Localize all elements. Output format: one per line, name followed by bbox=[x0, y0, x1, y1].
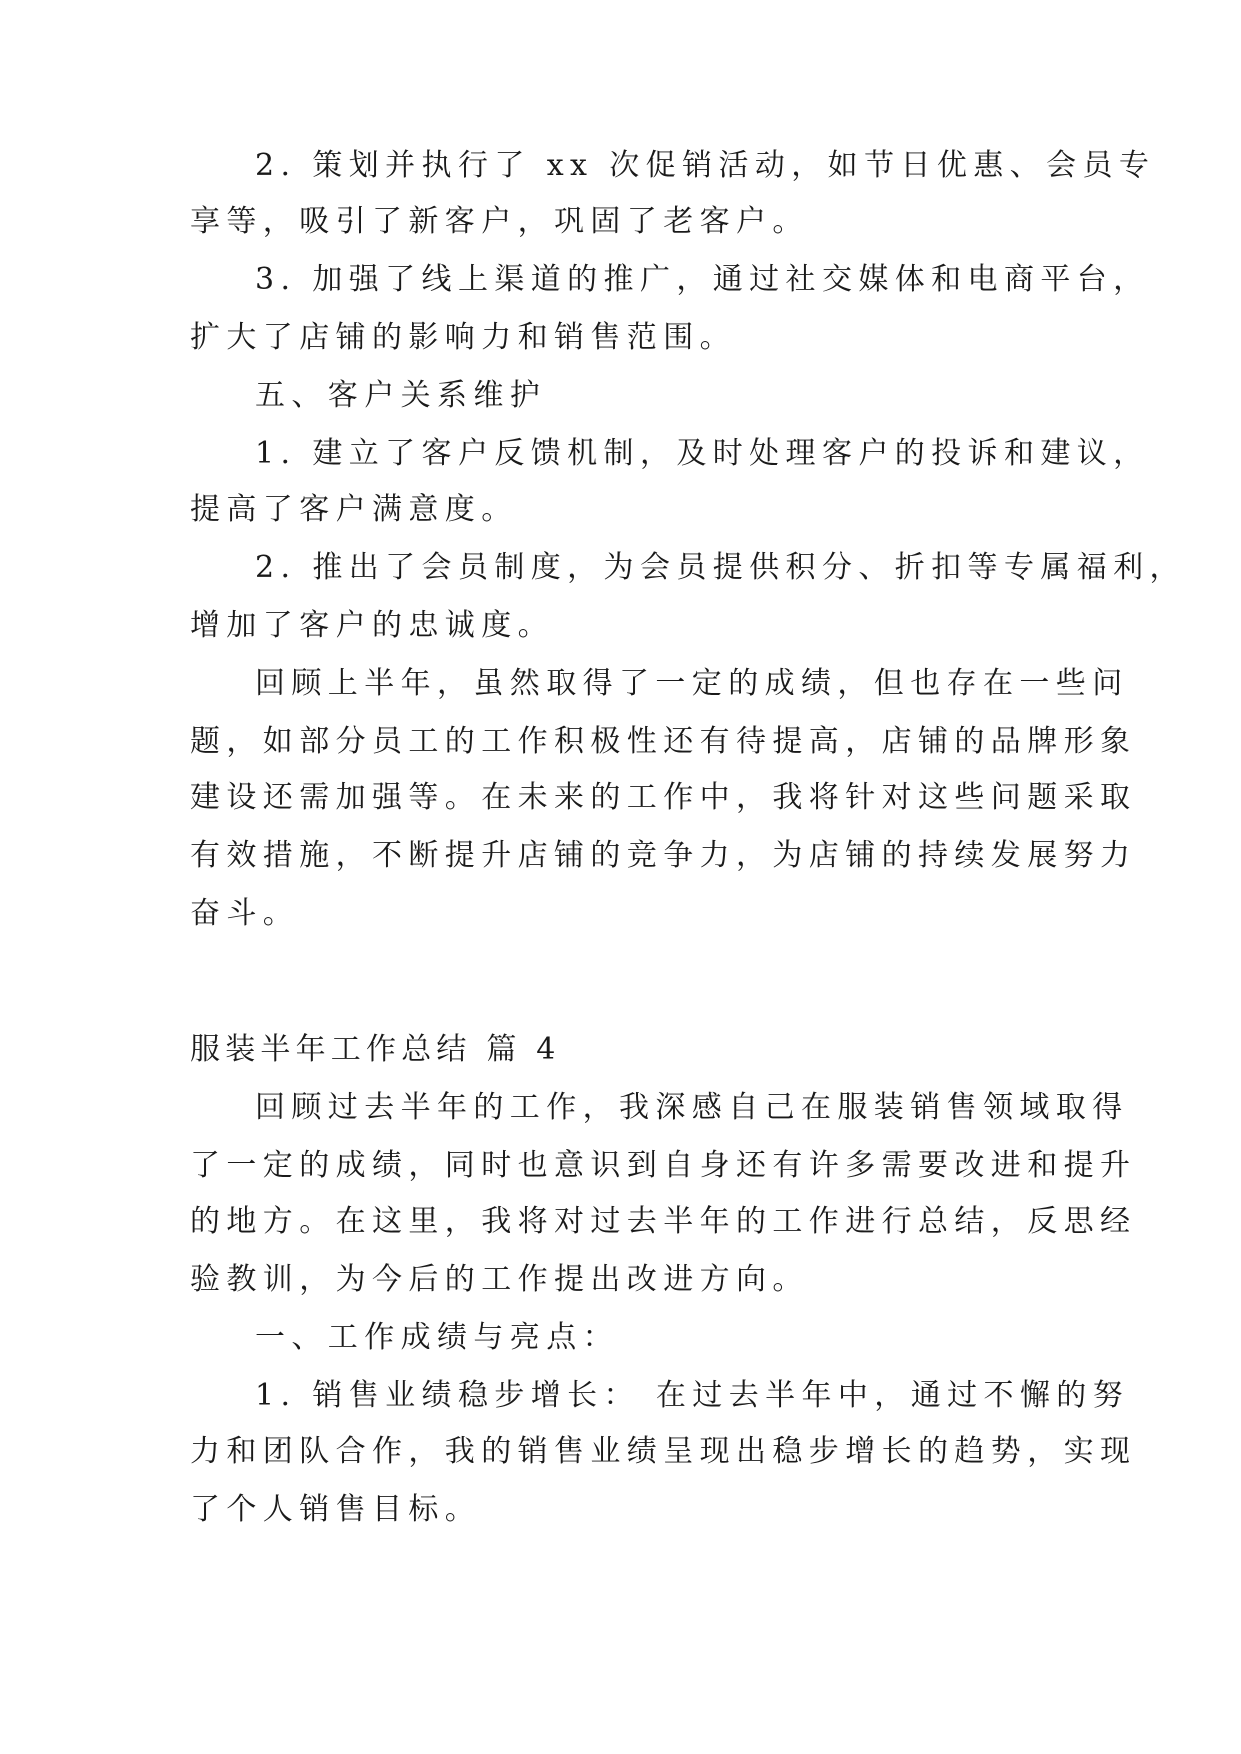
paragraph-line: 2. 推出了会员制度，为会员提供积分、折扣等专属福利， bbox=[255, 550, 1186, 585]
paragraph-line: 的地方。在这里，我将对过去半年的工作进行总结，反思经 bbox=[190, 1204, 1137, 1239]
paragraph-line: 1. 建立了客户反馈机制，及时处理客户的投诉和建议， bbox=[255, 436, 1150, 471]
paragraph-line: 提高了客户满意度。 bbox=[190, 492, 518, 527]
paragraph-line: 题，如部分员工的工作积极性还有待提高，店铺的品牌形象 bbox=[190, 724, 1137, 759]
paragraph-line: 了个人销售目标。 bbox=[190, 1492, 482, 1527]
paragraph-line: 回顾上半年，虽然取得了一定的成绩，但也存在一些问 bbox=[255, 666, 1129, 701]
paragraph-line: 了一定的成绩，同时也意识到自身还有许多需要改进和提升 bbox=[190, 1148, 1137, 1183]
section-heading: 五、客户关系维护 bbox=[255, 378, 547, 413]
paragraph-line: 有效措施，不断提升店铺的竞争力，为店铺的持续发展努力 bbox=[190, 838, 1137, 873]
paragraph-line: 验教训，为今后的工作提出改进方向。 bbox=[190, 1262, 809, 1297]
article-title: 服装半年工作总结 篇 4 bbox=[190, 1032, 561, 1067]
paragraph-line: 2. 策划并执行了 xx 次促销活动，如节日优惠、会员专 bbox=[255, 148, 1156, 183]
paragraph-line: 奋斗。 bbox=[190, 896, 300, 931]
paragraph-line: 增加了客户的忠诚度。 bbox=[190, 608, 554, 643]
paragraph-line: 力和团队合作，我的销售业绩呈现出稳步增长的趋势，实现 bbox=[190, 1434, 1137, 1469]
paragraph-line: 回顾过去半年的工作，我深感自己在服装销售领域取得 bbox=[255, 1090, 1129, 1125]
paragraph-line: 1. 销售业绩稳步增长： 在过去半年中，通过不懈的努 bbox=[255, 1378, 1130, 1413]
paragraph-line: 3. 加强了线上渠道的推广，通过社交媒体和电商平台， bbox=[255, 262, 1150, 297]
paragraph-line: 享等，吸引了新客户，巩固了老客户。 bbox=[190, 204, 809, 239]
section-heading: 一、工作成绩与亮点： bbox=[255, 1320, 619, 1355]
paragraph-line: 建设还需加强等。在未来的工作中，我将针对这些问题采取 bbox=[190, 780, 1137, 815]
paragraph-line: 扩大了店铺的影响力和销售范围。 bbox=[190, 320, 736, 355]
